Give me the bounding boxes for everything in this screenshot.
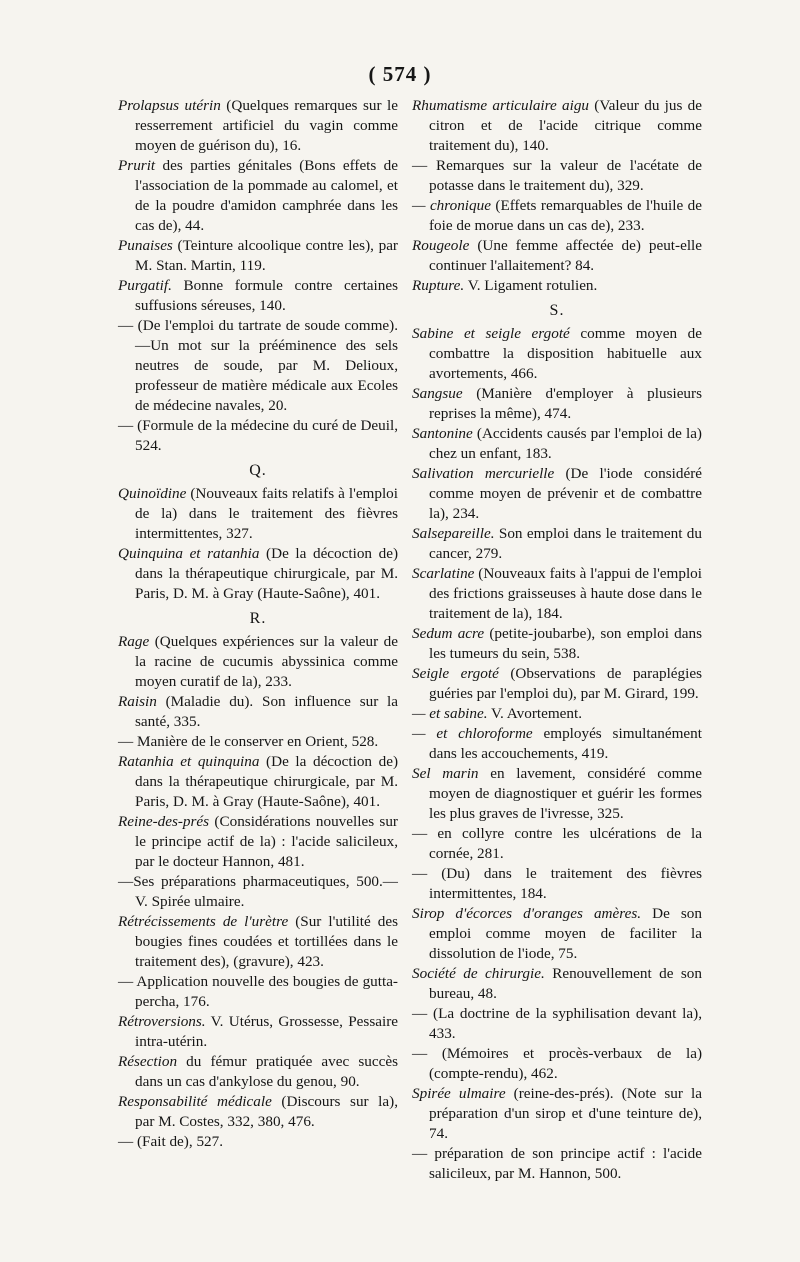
entry-text: (Observations de paraplégies guéries par l'emploi du), par M. Girard, 199. xyxy=(429,665,702,702)
index-entry xyxy=(412,96,702,156)
entry-text: — (Formule de la médecine du curé de Deuil, 524. xyxy=(118,417,398,454)
index-entry xyxy=(412,524,702,564)
index-entry xyxy=(412,1044,702,1084)
entry-text: employés simultanément dans les accouchements, 419. xyxy=(429,725,702,762)
entry-term: Rétrécissements de l'urètre xyxy=(118,913,289,930)
entry-term: Sangsue xyxy=(412,385,463,402)
section-letter: Q. xyxy=(249,462,267,479)
entry-text: (Une femme affectée de) peut-elle continuer l'allaitement? 84. xyxy=(429,237,702,274)
index-entry xyxy=(412,964,702,1004)
entry-text: comme moyen de combattre la disposition habituelle aux avortements, 466. xyxy=(429,325,702,382)
index-entry xyxy=(412,904,702,964)
entry-text: (Teinture alcoolique contre les), par M. Stan. Martin, 119. xyxy=(135,237,398,274)
entry-term: Sabine et seigle ergoté xyxy=(412,325,570,342)
entry-term: Scarlatine xyxy=(412,565,475,582)
entry-term: Reine-des-prés xyxy=(118,813,210,830)
entry-term: Santonine xyxy=(412,425,473,442)
entry-text: Son emploi dans le traitement du cancer, 279. xyxy=(429,525,702,562)
index-entry xyxy=(118,872,398,912)
entry-text: (Valeur du jus de citron et de l'acide citrique comme traitement du), 140. xyxy=(429,97,702,154)
index-entry xyxy=(412,424,702,464)
entry-text: en lavement, considéré comme moyen de diagnostiquer et guérir les formes les plus graves de l'ivresse, 325. xyxy=(429,765,702,822)
entry-term: Quinquina et ratanhia xyxy=(118,545,260,562)
entry-term: Salsepareille. xyxy=(412,525,495,542)
index-entry xyxy=(118,732,398,752)
section-letter: S. xyxy=(549,302,565,319)
entry-text: Bonne formule contre certaines suffusions séreuses, 140. xyxy=(135,277,398,314)
index-entry xyxy=(412,384,702,424)
index-entry xyxy=(412,196,702,236)
entry-term: Purgatif. xyxy=(118,277,172,294)
entry-text: —Ses préparations pharmaceutiques, 500.— V. Spirée ulmaire. xyxy=(118,873,398,910)
entry-text: — (De l'emploi du tartrate de soude comme).—Un mot sur la prééminence des sels neutres de soude, par M. Delioux, professeur de matière médicale aux Ecoles de médecine navales, 20. xyxy=(118,317,398,414)
entry-term: Seigle ergoté xyxy=(412,665,499,682)
index-entry xyxy=(412,624,702,664)
entry-term: Punaises xyxy=(118,237,173,254)
entry-text: (Effets remarquables de l'huile de foie de morue dans un cas de), 233. xyxy=(429,197,702,234)
index-entry xyxy=(412,324,702,384)
index-entry xyxy=(118,692,398,732)
entry-text: (Nouveaux faits à l'appui de l'emploi des frictions graisseuses à haute dose dans le traitement de la), 184. xyxy=(429,565,702,622)
index-entry xyxy=(412,464,702,524)
entry-text: des parties génitales (Bons effets de l'association de la pommade au calomel, et de la poudre d'amidon camphrée dans les cas de), 44. xyxy=(135,157,398,234)
index-entry xyxy=(118,752,398,812)
index-entry xyxy=(412,156,702,196)
index-entry xyxy=(118,812,398,872)
entry-term: Sirop d'écorces d'oranges amères. xyxy=(412,905,642,922)
index-entry xyxy=(118,236,398,276)
entry-text: V. Avortement. xyxy=(487,705,583,722)
entry-text: — Remarques sur la valeur de l'acétate de potasse dans le traitement du), 329. xyxy=(412,157,702,194)
entry-term: Ratanhia et quinquina xyxy=(118,753,260,770)
index-entry xyxy=(412,564,702,624)
index-entry xyxy=(118,632,398,692)
entry-text: (Maladie du). Son influence sur la santé, 335. xyxy=(135,693,398,730)
entry-term: Spirée ulmaire xyxy=(412,1085,506,1102)
index-entry xyxy=(412,664,702,704)
entry-term: Rétroversions. xyxy=(118,1013,206,1030)
entry-text: (Sur l'utilité des bougies fines coudées et tortillées dans le traitement des), (gravure), 423. xyxy=(135,913,398,970)
entry-term: Prolapsus utérin xyxy=(118,97,221,114)
entry-term: Résection xyxy=(118,1053,178,1070)
entry-text: (De la décoction de) dans la thérapeutique chirurgicale, par M. Paris, D. M. à Gray (Haute-Saône), 401. xyxy=(135,753,399,810)
index-entry xyxy=(412,824,702,864)
entry-term: Rupture. xyxy=(412,277,465,294)
index-entry xyxy=(118,276,398,316)
entry-text: V. Utérus, Grossesse, Pessaire intra-utérin. xyxy=(135,1013,398,1050)
entry-term: Raisin xyxy=(118,693,157,710)
entry-term: — et chloroforme xyxy=(412,725,533,742)
entry-term: — chronique xyxy=(412,197,491,214)
entry-term: — et sabine. xyxy=(412,705,488,722)
entry-text: V. Ligament rotulien. xyxy=(464,277,598,294)
entry-text: (reine-des-prés). (Note sur la préparation d'un sirop et d'une teinture de), 74. xyxy=(429,1085,702,1142)
entry-text: Renouvellement de son bureau, 48. xyxy=(429,965,702,1002)
entry-term: Rougeole xyxy=(412,237,470,254)
index-entry xyxy=(412,864,702,904)
entry-term: Sel marin xyxy=(412,765,479,782)
index-entry xyxy=(412,764,702,824)
entry-text: — Manière de le conserver en Orient, 528. xyxy=(118,733,379,750)
entry-text: — en collyre contre les ulcérations de la cornée, 281. xyxy=(412,825,702,862)
index-entry xyxy=(118,1012,398,1052)
index-entry xyxy=(412,236,702,276)
entry-text: (Accidents causés par l'emploi de la) chez un enfant, 183. xyxy=(429,425,702,462)
entry-term: Société de chirurgie. xyxy=(412,965,545,982)
index-entry xyxy=(118,544,398,604)
index-entry xyxy=(118,1052,398,1092)
right-column xyxy=(412,96,702,1184)
entry-text: (petite-joubarbe), son emploi dans les tumeurs du sein, 538. xyxy=(429,625,702,662)
entry-text: (Considérations nouvelles sur le principe actif de la) : l'acide salicileux, par le docteur Hannon, 481. xyxy=(135,813,398,870)
entry-term: Quinoïdine xyxy=(118,485,187,502)
index-entry xyxy=(118,972,398,1012)
index-entry xyxy=(412,276,702,296)
index-entry xyxy=(412,724,702,764)
index-entry xyxy=(118,912,398,972)
entry-term: Rage xyxy=(118,633,150,650)
index-entry xyxy=(118,96,398,156)
entry-text: — Application nouvelle des bougies de gutta-percha, 176. xyxy=(118,973,398,1010)
section-letter: R. xyxy=(249,610,267,627)
entry-term: Responsabilité médicale xyxy=(118,1093,272,1110)
index-entry xyxy=(118,1132,398,1152)
entry-term: Sedum acre xyxy=(412,625,485,642)
entry-text: (De la décoction de) dans la thérapeutique chirurgicale, par M. Paris, D. M. à Gray (Haute-Saône), 401. xyxy=(135,545,399,602)
entry-term: Salivation mercurielle xyxy=(412,465,555,482)
entry-text: De son emploi comme moyen de faciliter la dissolution de l'iode, 75. xyxy=(429,905,702,962)
left-column xyxy=(118,96,398,1152)
index-entry xyxy=(412,1144,702,1184)
entry-text: (Manière d'employer à plusieurs reprises la même), 474. xyxy=(429,385,702,422)
index-entry xyxy=(118,316,398,416)
index-entry xyxy=(118,156,398,236)
index-entry xyxy=(118,1092,398,1132)
entry-text: — (Mémoires et procès-verbaux de la) (compte-rendu), 462. xyxy=(412,1045,702,1082)
entry-text: (Nouveaux faits relatifs à l'emploi de la) dans le traitement des fièvres intermittentes, 327. xyxy=(135,485,398,542)
entry-text: (De l'iode considéré comme moyen de prévenir et de combattre la), 234. xyxy=(429,465,703,522)
entry-text: — (Fait de), 527. xyxy=(118,1133,224,1150)
entry-term: Rhumatisme articulaire aigu xyxy=(412,97,590,114)
entry-text: du fémur pratiquée avec succès dans un cas d'ankylose du genou, 90. xyxy=(135,1053,398,1090)
page-number: ( 574 ) xyxy=(368,62,432,86)
entry-text: (Quelques remarques sur le resserrement artificiel du vagin comme moyen de guérison du), 16. xyxy=(135,97,398,154)
entry-text: (Discours sur la), par M. Costes, 332, 380, 476. xyxy=(135,1093,398,1130)
index-entry xyxy=(412,704,702,724)
index-entry xyxy=(118,484,398,544)
index-entry xyxy=(412,1084,702,1144)
entry-text: (Quelques expériences sur la valeur de la racine de cucumis abyssinica comme moyen curatif de la), 233. xyxy=(135,633,398,690)
index-entry xyxy=(412,1004,702,1044)
entry-text: — (Du) dans le traitement des fièvres intermittentes, 184. xyxy=(412,865,702,902)
entry-text: — préparation de son principe actif : l'acide salicileux, par M. Hannon, 500. xyxy=(412,1145,702,1182)
entry-text: — (La doctrine de la syphilisation devant la), 433. xyxy=(412,1005,702,1042)
index-entry xyxy=(118,416,398,456)
entry-term: Prurit xyxy=(118,157,156,174)
